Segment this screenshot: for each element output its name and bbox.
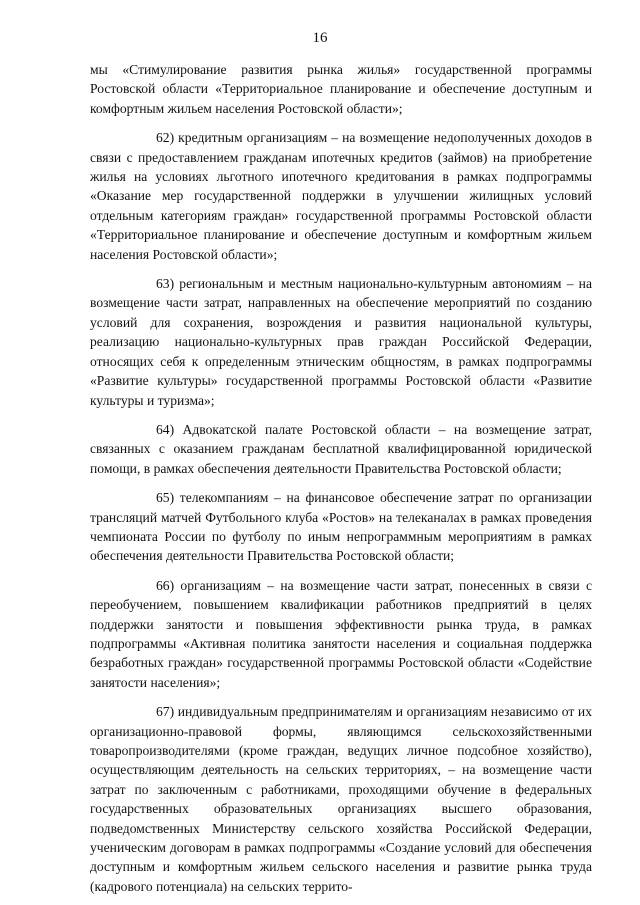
paragraph-continuation: мы «Стимулирование развития рынка жилья» государственной программы Ростовской области «Территориальное планирование и обеспечение доступным и комфортным жильем населения Ростовской области»; [90,62,592,116]
paragraph-item-62: 62) кредитным организациям – на возмещение недополученных доходов в связи с предоставлением гражданам ипотечных кредитов (займов) на приобретение жилья на условиях льготного ипотечного кредитования в рамках подпрограммы «Оказание мер государственной поддержки в улучшении жилищных условий отдельным категориям граждан» государственной программы Ростовской области «Территориальное планирование и обеспечение доступным и комфортным жильем населения Ростовской области»; [90,130,592,262]
paragraph-item-67: 67) индивидуальным предпринимателям и организациям независимо от их организационно-правовой формы, являющимся сельскохозяйственными товаропроизводителями (кроме граждан, ведущих личное подсобное хозяйство), осуществляющим деятельность на сельских территориях, – на возмещение части затрат по заключенным с работниками, проходящими обучение в федеральных государственных образовательных организациях высшего образования, подведомственных Министерству сельского хозяйства Российской Федерации, ученическим договорам в рамках подпрограммы «Создание условий для обеспечения доступным и комфортным жильем сельского населения и развитие рынка труда (кадрового потенциала) на сельских террито- [90,704,592,894]
paragraph-item-64: 64) Адвокатской палате Ростовской области – на возмещение затрат, связанных с оказанием гражданам бесплатной квалифицированной юридической помощи, в рамках обеспечения деятельности Правительства Ростовской области; [90,421,592,476]
paragraph-item-66: 66) организациям – на возмещение части затрат, понесенных в связи с переобучением, повышением квалификации работников предприятий в целях поддержки занятости и повышения эффективности рынка труда, в рамках подпрограммы «Активная политика занятости населения и социальная поддержка безработных граждан» государственной программы Ростовской области «Содействие занятости населения»; [90,577,592,690]
page-number: 16 [312,30,328,46]
paragraph-item-63: 63) региональным и местным национально-культурным автономиям – на возмещение части затрат, направленных на обеспечение мероприятий по созданию условий для сохранения, возрождения и развития национальной культуры, реализацию национально-культурных прав граждан Российской Федерации, относящих себя к определенным этническим общностям, в рамках подпрограммы «Развитие культуры» государственной программы Ростовской области «Развитие культуры и туризма»; [90,276,592,408]
document-body [90,60,592,896]
paragraph-item-65: 65) телекомпаниям – на финансовое обеспечение затрат по организации трансляций матчей Футбольного клуба «Ростов» на телеканалах в рамках проведения чемпионата России по футболу по иным непрограммным мероприятиям в рамках обеспечения деятельности Правительства Ростовской области; [90,490,592,564]
